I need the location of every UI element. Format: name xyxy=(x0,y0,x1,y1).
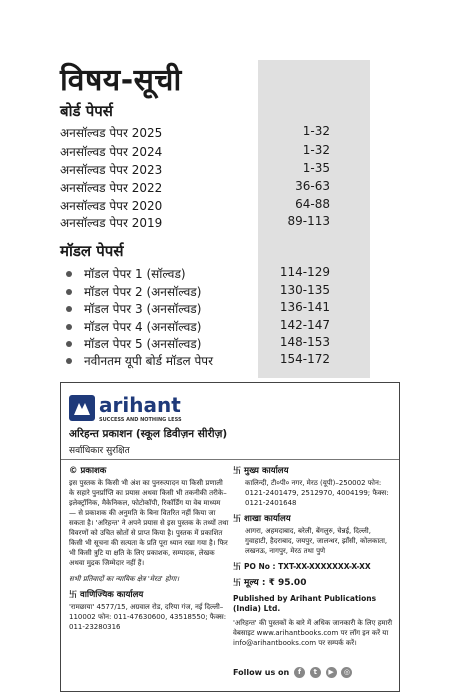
branch-office-text: आगरा, अहमदाबाद, बरेली, बेंगलुरु, चेन्नई, दिल्ली, गुवाहाटी, हैदराबाद, जयपुर, जालन्धर, झाँसी, कोलकाता, लखनऊ, नागपुर, मेरठ तथा पुणे xyxy=(245,527,388,555)
toc-row-title: मॉडल पेपर 5 (अनसॉल्वड) xyxy=(84,337,202,351)
board-papers-heading: बोर्ड पेपर्स xyxy=(60,102,113,120)
toc-row-title: मॉडल पेपर 2 (अनसॉल्वड) xyxy=(84,285,202,299)
imprint-box xyxy=(60,382,400,692)
office-icon: 卐 xyxy=(69,590,77,599)
toc-row-pages: 1-32 xyxy=(302,143,330,157)
toc-row-title: मॉडल पेपर 3 (अनसॉल्वड) xyxy=(84,302,202,316)
facebook-icon[interactable]: f xyxy=(294,667,305,678)
toc-row[interactable] xyxy=(66,265,330,283)
follow-us-label: Follow us on xyxy=(233,668,290,677)
toc-row-pages: 36-63 xyxy=(295,179,330,193)
bullet-icon xyxy=(66,289,72,295)
copyright-heading: © प्रकाशक xyxy=(69,466,107,476)
office-icon: 卐 xyxy=(233,514,241,523)
logo-wordmark: arihant xyxy=(99,393,181,417)
bullet-icon xyxy=(66,306,72,312)
bullet-icon xyxy=(66,324,72,330)
head-office-text: कालिन्दी, टी०पी० नगर, मेरठ (यूपी)–250002 फोन: 0121-2401479, 2512970, 4004199; फैक्स: 0121-2401648 xyxy=(245,479,389,507)
commercial-office-text: 'रामछाया' 4577/15, अग्रवाल रोड, दरिया गंज, नई दिल्ली– 110002 फोन: 011-47630600, 43518550; फैक्स: 011-23280316 xyxy=(69,603,227,631)
twitter-icon[interactable]: t xyxy=(310,667,321,678)
page-title: विषय-सूची xyxy=(60,63,182,98)
toc-row[interactable] xyxy=(60,124,330,142)
toc-row-pages: 154-172 xyxy=(279,352,330,366)
po-number: TXT-XX-XXXXXXX-X-XX xyxy=(278,562,371,571)
model-papers-heading: मॉडल पेपर्स xyxy=(60,242,124,260)
toc-row-pages: 1-32 xyxy=(302,124,330,138)
bullet-icon xyxy=(66,358,72,364)
toc-row-title: नवीनतम यूपी बोर्ड मॉडल पेपर xyxy=(84,354,214,368)
copyright-text: इस पुस्तक के किसी भी अंश का पुनरुत्पादन या किसी प्रणाली के सहारे पुनर्प्राप्ति का प्रयास अथवा किसी भी तकनीकी तरीके–इलेक्ट्रॉनिक, मैकेनिकल, फोटोकॉपी, रिकॉर्डिंग या वेब माध्यम — से प्रकाशक की अनुमति के बिना वितरित नहीं किया जा सकता है। 'अरिहन्त' ने अपने प्रयास से इस पुस्तक के तथ्यों तथा विवरणों को उचित स्रोतों से प्राप्त किया है। पुस्तक में प्रकाशित किसी भी सूचना की सत्यता के प्रति पूरा ध्यान रखा गया है। फिर भी किसी त्रुटि या क्षति के लिए प्रकाशक, सम्पादक, लेखक अथवा मुद्रक जिम्मेदार नहीं हैं। xyxy=(69,479,229,567)
more-info-text: 'अरिहन्त' की पुस्तकों के बारे में अधिक जानकारी के लिए हमारी वेबसाइट www.arihantbooks.com पर लॉग इन करें या info@arihantbooks.com पर सम्पर्क करें। xyxy=(233,619,393,647)
office-icon: 卐 xyxy=(233,562,241,571)
office-icon: 卐 xyxy=(233,578,241,587)
imprint-right-column xyxy=(233,466,395,648)
published-by: Published by Arihant Publications (India) Ltd. xyxy=(233,594,377,613)
toc-row-pages: 130-135 xyxy=(279,283,330,297)
social-links xyxy=(233,667,352,678)
toc-row-pages: 136-141 xyxy=(279,300,330,314)
imprint-divider xyxy=(61,459,399,460)
arihant-emblem-icon xyxy=(69,395,95,421)
toc-row-pages: 1-35 xyxy=(302,161,330,175)
toc-row[interactable] xyxy=(60,161,330,179)
logo-tagline: SUCCESS AND NOTHING LESS xyxy=(99,417,182,423)
publisher-name: अरिहन्त प्रकाशन (स्कूल डिवीज़न सीरीज़) xyxy=(69,428,228,440)
toc-row[interactable] xyxy=(66,318,330,336)
toc-row-pages: 89-113 xyxy=(287,214,330,228)
toc-row[interactable] xyxy=(60,143,330,161)
toc-row[interactable] xyxy=(60,179,330,197)
toc-row-pages: 64-88 xyxy=(295,197,330,211)
youtube-icon[interactable]: ▶ xyxy=(326,667,337,678)
toc-row-pages: 148-153 xyxy=(279,335,330,349)
office-icon: 卐 xyxy=(233,466,241,475)
commercial-office-heading: वाणिज्यिक कार्यालय xyxy=(80,590,144,600)
bullet-icon xyxy=(66,341,72,347)
jurisdiction-note: सभी प्रतिवादों का न्यायिक क्षेत्र 'मेरठ' होगा। xyxy=(69,575,179,583)
toc-row-title: अनसॉल्वड पेपर 2020 xyxy=(60,199,163,213)
toc-row-title: अनसॉल्वड पेपर 2022 xyxy=(60,181,163,195)
price-value: ₹ 95.00 xyxy=(268,578,307,588)
branch-office-heading: शाखा कार्यालय xyxy=(244,514,291,524)
toc-row-title: अनसॉल्वड पेपर 2023 xyxy=(60,163,163,177)
price-label: मूल्य : xyxy=(244,578,266,588)
bullet-icon xyxy=(66,271,72,277)
toc-row-title: अनसॉल्वड पेपर 2025 xyxy=(60,126,163,140)
toc-row-pages: 142-147 xyxy=(279,318,330,332)
toc-row[interactable] xyxy=(60,214,330,232)
toc-row[interactable] xyxy=(66,335,330,353)
head-office-heading: मुख्य कार्यालय xyxy=(244,466,289,476)
toc-row[interactable] xyxy=(66,283,330,301)
toc-row[interactable] xyxy=(66,300,330,318)
imprint-left-column xyxy=(69,466,229,638)
toc-row-title: अनसॉल्वड पेपर 2024 xyxy=(60,145,163,159)
po-label: PO No : xyxy=(244,562,276,571)
toc-row[interactable] xyxy=(60,197,330,215)
toc-row[interactable] xyxy=(66,352,330,370)
toc-row-title: अनसॉल्वड पेपर 2019 xyxy=(60,216,163,230)
toc-row-pages: 114-129 xyxy=(279,265,330,279)
toc-row-title: मॉडल पेपर 1 (सॉल्वड) xyxy=(84,267,186,281)
toc-row-title: मॉडल पेपर 4 (अनसॉल्वड) xyxy=(84,320,202,334)
instagram-icon[interactable]: ◎ xyxy=(341,667,352,678)
rights-reserved: सर्वाधिकार सुरक्षित xyxy=(69,446,130,456)
